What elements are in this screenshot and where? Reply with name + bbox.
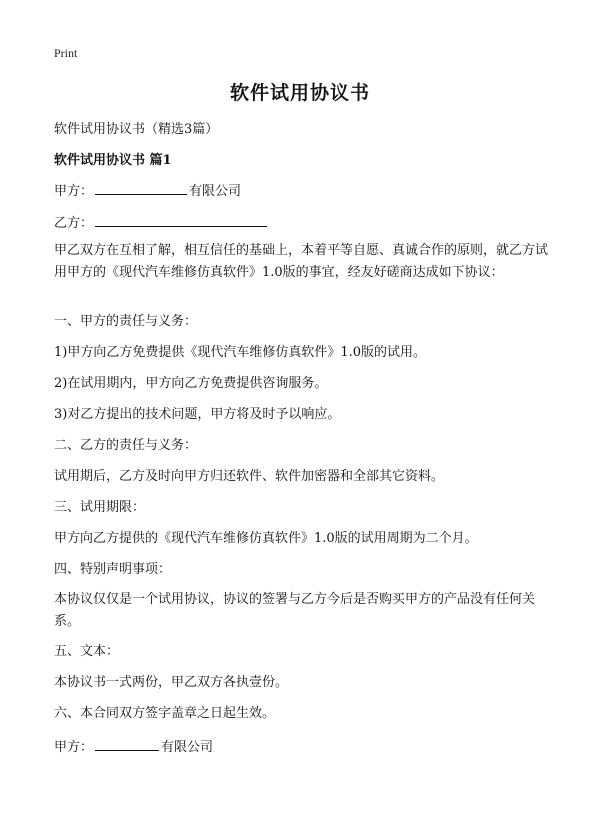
clause1-heading: 一、甲方的责任与义务： [54, 314, 198, 329]
intro-paragraph: 甲乙双方在互相了解，相互信任的基础上，本着平等自愿、真诚合作的原则，就乙方试用甲方的《现代汽车维修仿真软件》1.0版的事宜，经友好磋商达成如下协议： [54, 243, 549, 280]
signature-line [54, 736, 554, 758]
document-subtitle: 软件试用协议书（精选3篇） [54, 122, 219, 137]
section-heading: 软件试用协议书 篇1 [54, 153, 172, 168]
clause6-text: 六、本合同双方签字盖章之日起生效。 [54, 706, 276, 721]
party-a-blank [95, 180, 187, 195]
clause1-item1: 1)甲方向乙方免费提供《现代汽车维修仿真软件》1.0版的试用。 [54, 345, 427, 360]
party-b-line [54, 212, 554, 234]
clause5-text: 本协议书一式两份，甲乙双方各执壹份。 [54, 675, 289, 690]
party-a-suffix: 有限公司 [189, 184, 242, 199]
clause2-text: 试用期后，乙方及时向甲方归还软件、软件加密器和全部其它资料。 [54, 469, 445, 484]
clause1-item2: 2)在试用期内，甲方向乙方免费提供咨询服务。 [54, 376, 328, 391]
signature-blank [95, 736, 159, 751]
print-link[interactable]: Print [54, 46, 78, 60]
party-a-label: 甲方： [54, 184, 94, 199]
clause2-heading: 二、乙方的责任与义务： [54, 438, 198, 453]
clause4-text: 本协议仅仅是一个试用协议，协议的签署与乙方今后是否购买甲方的产品没有任何关系。 [54, 592, 536, 629]
signature-suffix: 有限公司 [161, 740, 214, 755]
party-b-label: 乙方： [54, 216, 94, 231]
clause4-heading: 四、特别声明事项： [54, 562, 172, 577]
party-a-line [54, 180, 554, 202]
clause3-text: 甲方向乙方提供的《现代汽车维修仿真软件》1.0版的试用周期为二个月。 [54, 531, 478, 546]
clause1-item3: 3)对乙方提出的技术问题，甲方将及时予以响应。 [54, 407, 341, 422]
document-title: 软件试用协议书 [229, 82, 370, 104]
clause5-heading: 五、文本： [54, 644, 120, 659]
clause3-heading: 三、试用期限： [54, 500, 146, 515]
party-b-blank [95, 212, 267, 227]
signature-label: 甲方： [54, 740, 94, 755]
